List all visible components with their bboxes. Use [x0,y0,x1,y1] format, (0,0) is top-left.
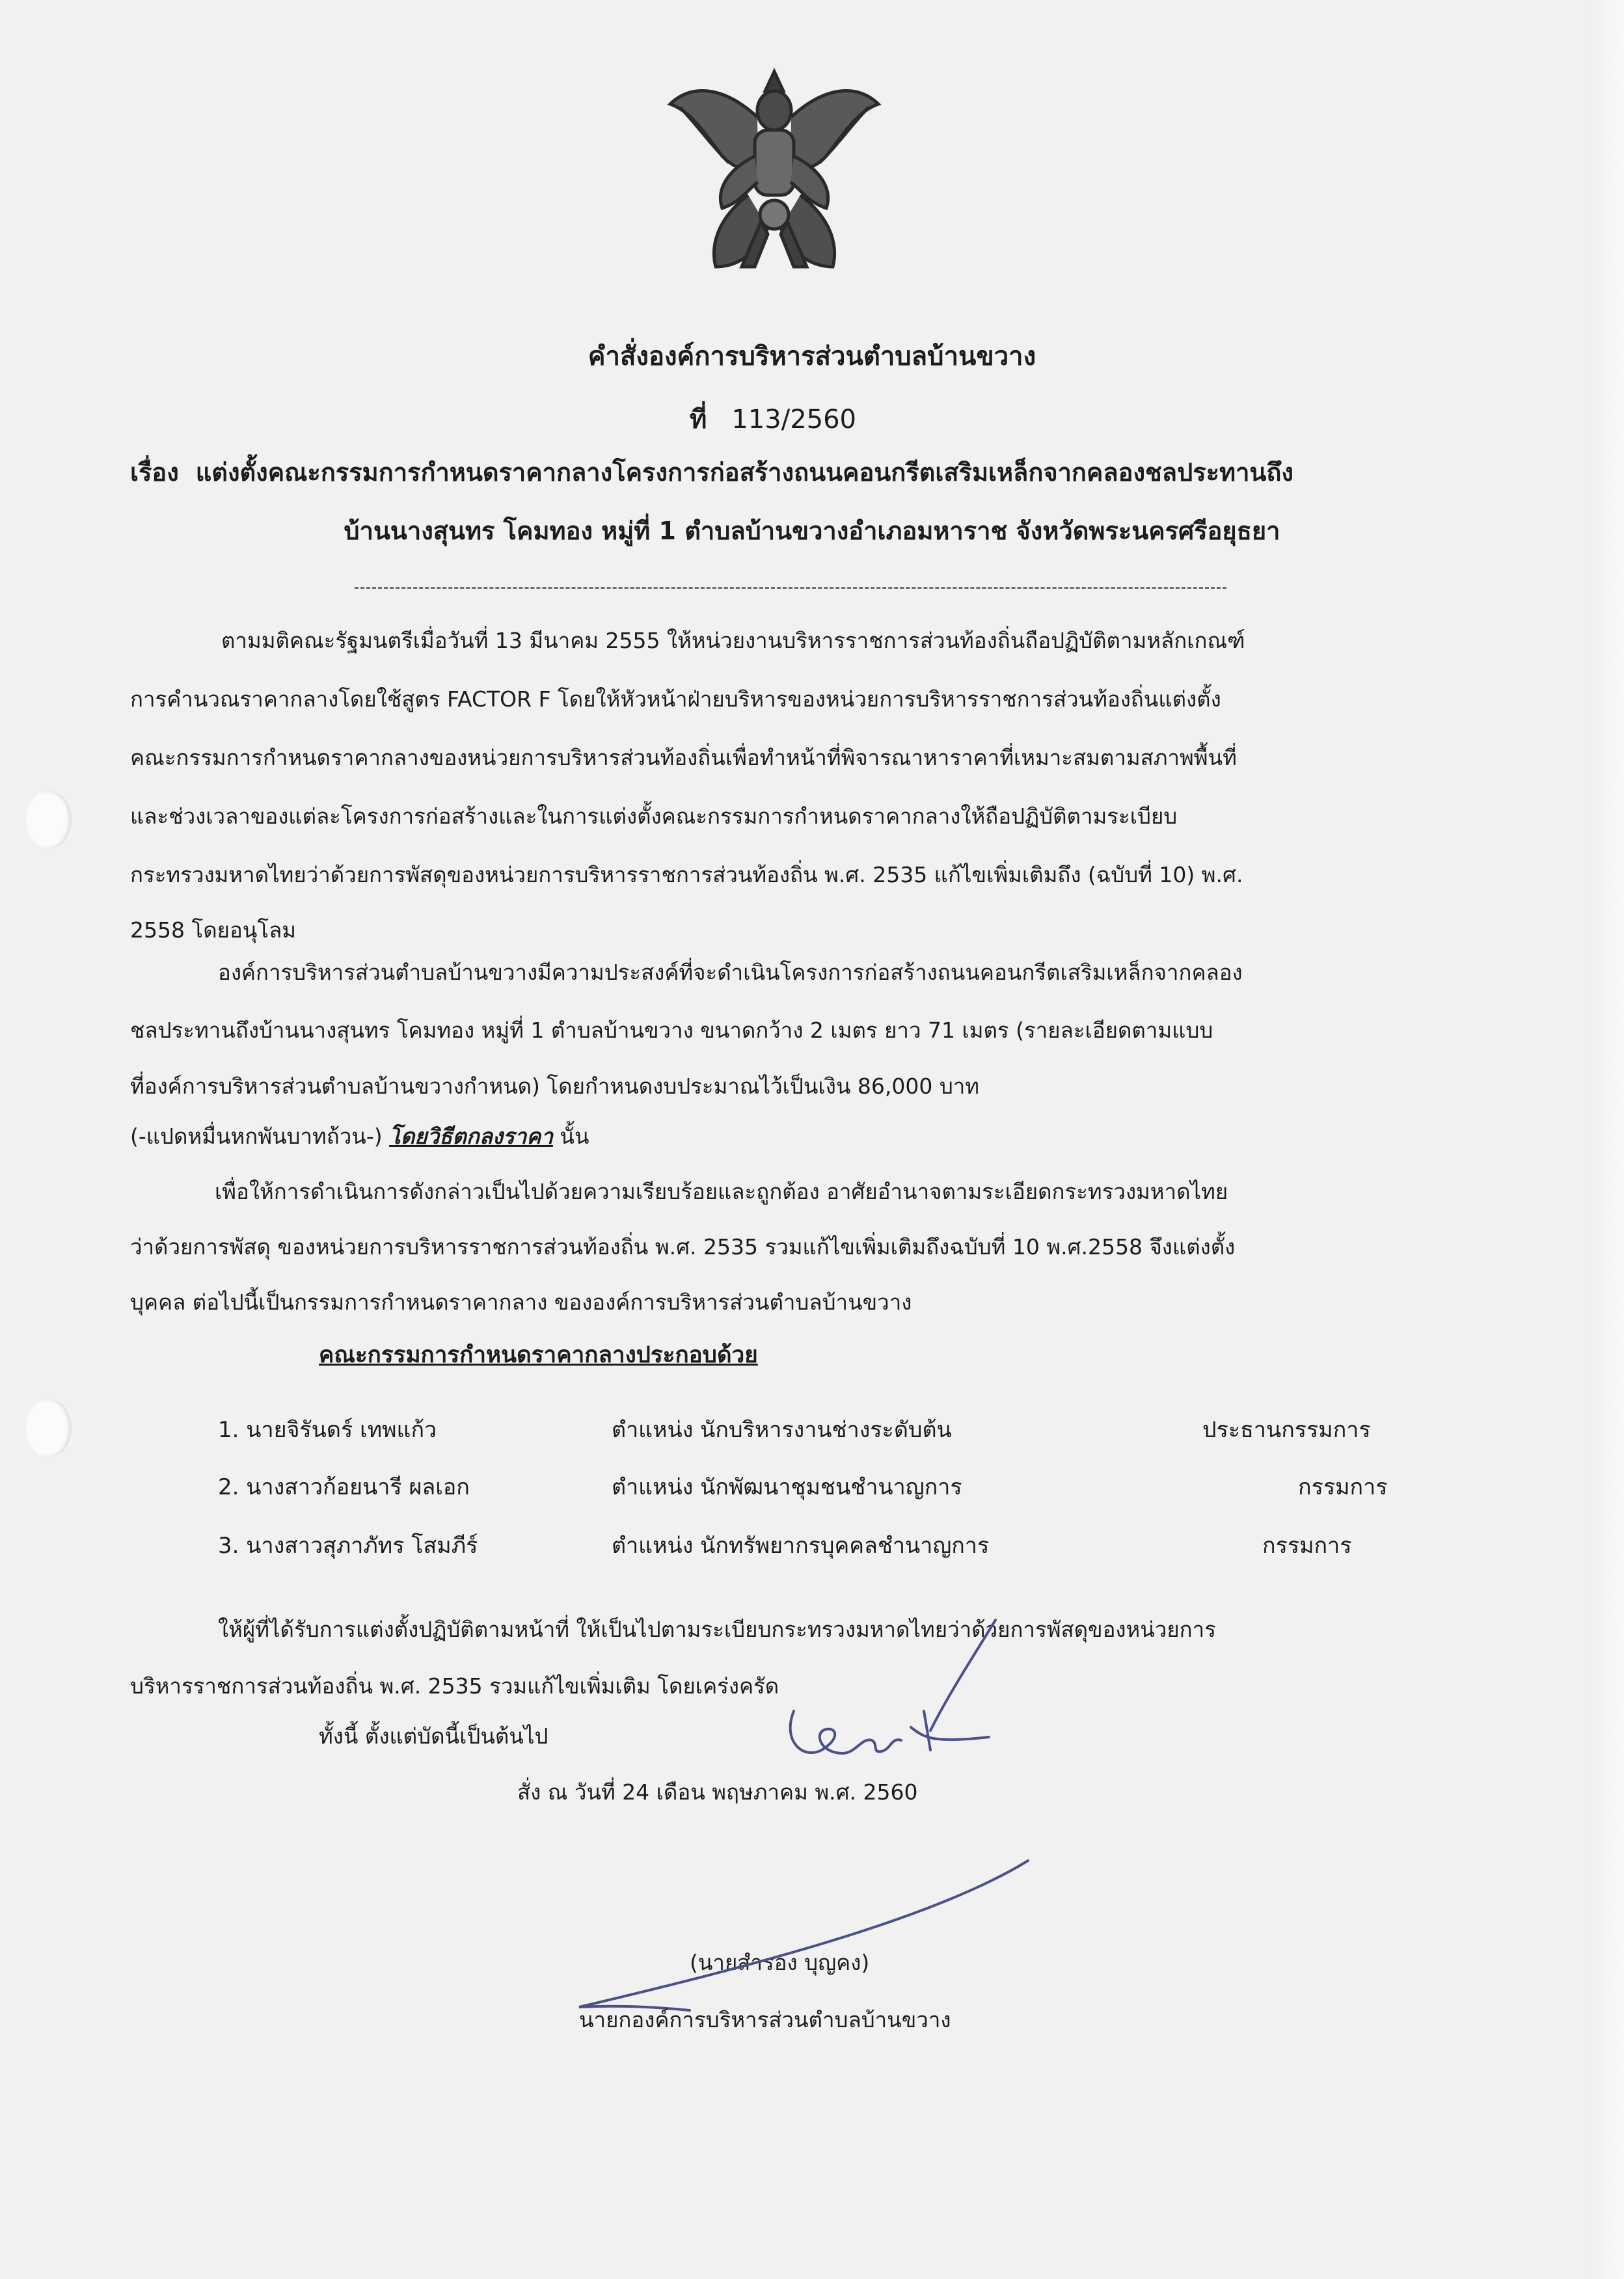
committee-member-name: 1. นายจิรันดร์ เทพแก้ว [218,1417,437,1443]
amount-in-words: (-แปดหมื่นหกพันบาทถ้วน-) [130,1124,390,1149]
separator-line [355,587,1226,589]
number-label: ที่ [690,405,707,435]
paragraph3-line: ว่าด้วยการพัสดุ ของหน่วยการบริหารราชการส่วนท้องถิ่น พ.ศ. 2535 รวมแก้ไขเพิ่มเติมถึงฉบับที่ 10 พ.ศ.2558 จึงแต่งตั้ง [130,1234,1236,1260]
committee-member-role: กรรมการ [1298,1474,1388,1500]
paragraph1-line: กระทรวงมหาดไทยว่าด้วยการพัสดุของหน่วยการบริหารราชการส่วนท้องถิ่น พ.ศ. 2535 แก้ไขเพิ่มเติมถึง (ฉบับที่ 10) พ.ศ. [130,862,1243,887]
committee-member-role: กรรมการ [1262,1533,1352,1559]
effective-date-statement: ทั้งนี้ ตั้งแต่บัดนี้เป็นต้นไป [319,1723,548,1749]
paragraph2-suffix: นั้น [552,1124,589,1149]
order-number [690,398,856,440]
subject-line-1 [130,452,1293,492]
paragraph2-line: ที่องค์การบริหารส่วนตำบลบ้านขวางกำหนด) โดยกำหนดงบประมาณไว้เป็นเงิน 86,000 บาท [130,1073,980,1099]
order-date: สั่ง ณ วันที่ 24 เดือน พฤษภาคม พ.ศ. 2560 [517,1779,918,1805]
paragraph1-line: 2558 โดยอนุโลม [130,917,297,943]
committee-member-position: ตำแหน่ง นักบริหารงานช่างระดับต้น [612,1417,952,1443]
committee-member-position: ตำแหน่ง นักพัฒนาชุมชนชำนาญการ [612,1474,962,1500]
signer-title: นายกองค์การบริหารส่วนตำบลบ้านขวาง [579,2007,951,2032]
paragraph4-line: บริหารราชการส่วนท้องถิ่น พ.ศ. 2535 รวมแก้ไขเพิ่มเติม โดยเคร่งครัด [130,1673,779,1699]
subject-line-2: บ้านนางสุนทร โคมทอง หมู่ที่ 1 ตำบลบ้านขวางอำเภอมหาราช จังหวัดพระนครศรีอยุธยา [344,517,1280,545]
paragraph3-line: เพื่อให้การดำเนินการดังกล่าวเป็นไปด้วยความเรียบร้อยและถูกต้อง อาศัยอำนาจตามระเอียดกระทรวงมหาดไทย [215,1179,1228,1204]
punch-hole [26,1399,72,1457]
committee-member-name: 3. นางสาวสุภาภัทร โสมภีร์ [218,1533,478,1559]
punch-hole [26,790,72,849]
signer-name: (นายสำรอง บุญคง) [690,1950,870,1975]
paragraph1-line: และช่วงเวลาของแต่ละโครงการก่อสร้างและในการแต่งตั้งคณะกรรมการกำหนดราคากลางให้ถือปฏิบัติตามระเบียบ [130,803,1178,829]
subject-text-1: แต่งตั้งคณะกรรมการกำหนดราคากลางโครงการก่อสร้างถนนคอนกรีตเสริมเหล็กจากคลองชลประทานถึง [195,458,1293,487]
subject-label: เรื่อง [130,458,179,487]
order-title: คำสั่งองค์การบริหารส่วนตำบลบ้านขวาง [588,342,1036,371]
garuda-emblem-icon [651,59,898,299]
paragraph1-line: การคำนวณราคากลางโดยใช้สูตร FACTOR F โดยให้หัวหน้าฝ่ายบริหารของหน่วยการบริหารราชการส่วนท้องถิ่นแต่งตั้ง [130,686,1221,712]
paragraph2-last-line [130,1119,589,1153]
procurement-method: โดยวิธีตกลงราคา [389,1124,553,1149]
paragraph2-line: องค์การบริหารส่วนตำบลบ้านขวางมีความประสงค์ที่จะดำเนินโครงการก่อสร้างถนนคอนกรีตเสริมเหล็กจากคลอง [218,960,1243,985]
committee-heading: คณะกรรมการกำหนดราคากลางประกอบด้วย [319,1342,758,1368]
committee-member-position: ตำแหน่ง นักทรัพยากรบุคคลชำนาญการ [612,1533,990,1559]
paragraph1-line: ตามมติคณะรัฐมนตรีเมื่อวันที่ 13 มีนาคม 2555 ให้หน่วยงานบริหารราชการส่วนท้องถิ่นถือปฏิบัติตามหลักเกณฑ์ [221,628,1245,653]
number-value: 113/2560 [731,405,856,435]
paragraph4-line: ให้ผู้ที่ได้รับการแต่งตั้งปฏิบัติตามหน้าที่ ให้เป็นไปตามระเบียบกระทรวงมหาดไทยว่าด้วยการพัสดุของหน่วยการ [218,1617,1216,1642]
paragraph2-line: ชลประทานถึงบ้านนางสุนทร โคมทอง หมู่ที่ 1 ตำบลบ้านขวาง ขนาดกว้าง 2 เมตร ยาว 71 เมตร (รายละเอียดตามแบบ [130,1018,1213,1043]
committee-member-role: ประธานกรรมการ [1202,1417,1371,1443]
committee-member-name: 2. นางสาวก้อยนารี ผลเอก [218,1474,470,1500]
paragraph3-line: บุคคล ต่อไปนี้เป็นกรรมการกำหนดราคากลาง ขององค์การบริหารส่วนตำบลบ้านขวาง [130,1289,912,1315]
paragraph1-line: คณะกรรมการกำหนดราคากลางของหน่วยการบริหารส่วนท้องถิ่นเพื่อทำหน้าที่พิจารณาหาราคาที่เหมาะสมตามสภาพพื้นที่ [130,745,1237,770]
signature-icon [716,1613,1054,1783]
